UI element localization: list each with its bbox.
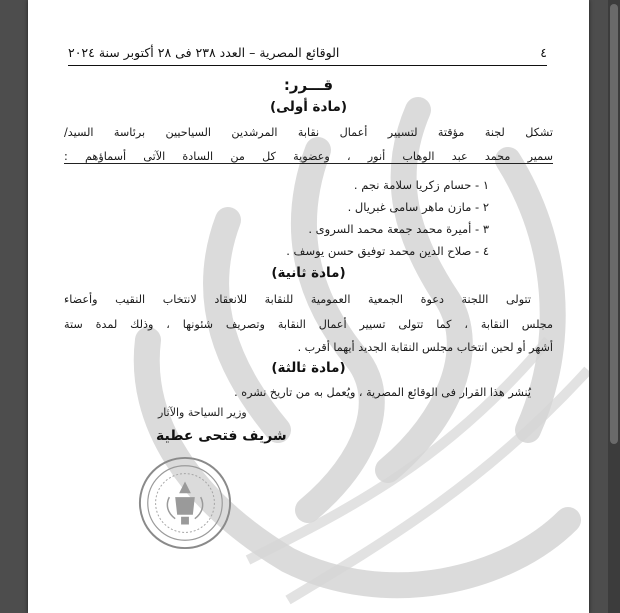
article-second-line-2: مجلس النقابة ، كما تتولى تسيير أعمال النقابة وتصريف شئونها ، وذلك لمدة ستة	[64, 318, 553, 331]
document-content	[28, 0, 589, 613]
decree-title: قـــرر:	[283, 76, 334, 94]
article-third-heading: (مادة ثالثة)	[271, 360, 346, 376]
article-second-line-3: أشهر أو لحين انتخاب مجلس النقابة الجديد أيهما أقرب .	[297, 341, 553, 354]
article-second-heading: (مادة ثانية)	[271, 265, 346, 281]
article-first-line-2: سمير محمد عبد الوهاب أنور ، وعضوية كل من السادة الآتى أسماؤهم :	[64, 150, 553, 163]
member-item-3: ٣ - أميرة محمد جمعة محمد السروى .	[308, 222, 489, 236]
page-number: ٤	[540, 44, 547, 60]
member-item-4: ٤ - صلاح الدين محمد توفيق حسن يوسف .	[286, 244, 489, 258]
vertical-scrollbar[interactable]	[608, 0, 620, 613]
member-item-1: ١ - حسام زكريا سلامة نجم .	[353, 178, 489, 192]
member-item-2: ٢ - مازن ماهر سامى غبريال .	[347, 200, 489, 214]
scrollbar-thumb[interactable]	[610, 4, 618, 444]
running-title: الوقائع المصرية – العدد ٢٣٨ فى ٢٨ أكتوبر سنة ٢٠٢٤	[68, 44, 340, 60]
article-first-line-1: تشكل لجنة مؤقتة لتسيير أعمال نقابة المرشدين السياحيين برئاسة السيد/	[64, 126, 553, 139]
signer-title: وزير السياحة والآثار	[158, 406, 247, 419]
document-page	[28, 0, 589, 613]
article-first-heading: (مادة أولى)	[269, 99, 348, 115]
signer-name: شريف فتحى عطية	[156, 428, 287, 444]
article-second-line-1: تتولى اللجنة دعوة الجمعية العمومية للنقابة للانعقاد لانتخاب النقيب وأعضاء	[64, 293, 531, 306]
running-header	[68, 41, 547, 63]
article-third-line-1: يُنشر هذا القرار فى الوقائع المصرية ، ويُعمل به من تاريخ نشره .	[234, 386, 531, 399]
official-seal-icon	[136, 454, 234, 552]
header-rule	[68, 65, 547, 66]
